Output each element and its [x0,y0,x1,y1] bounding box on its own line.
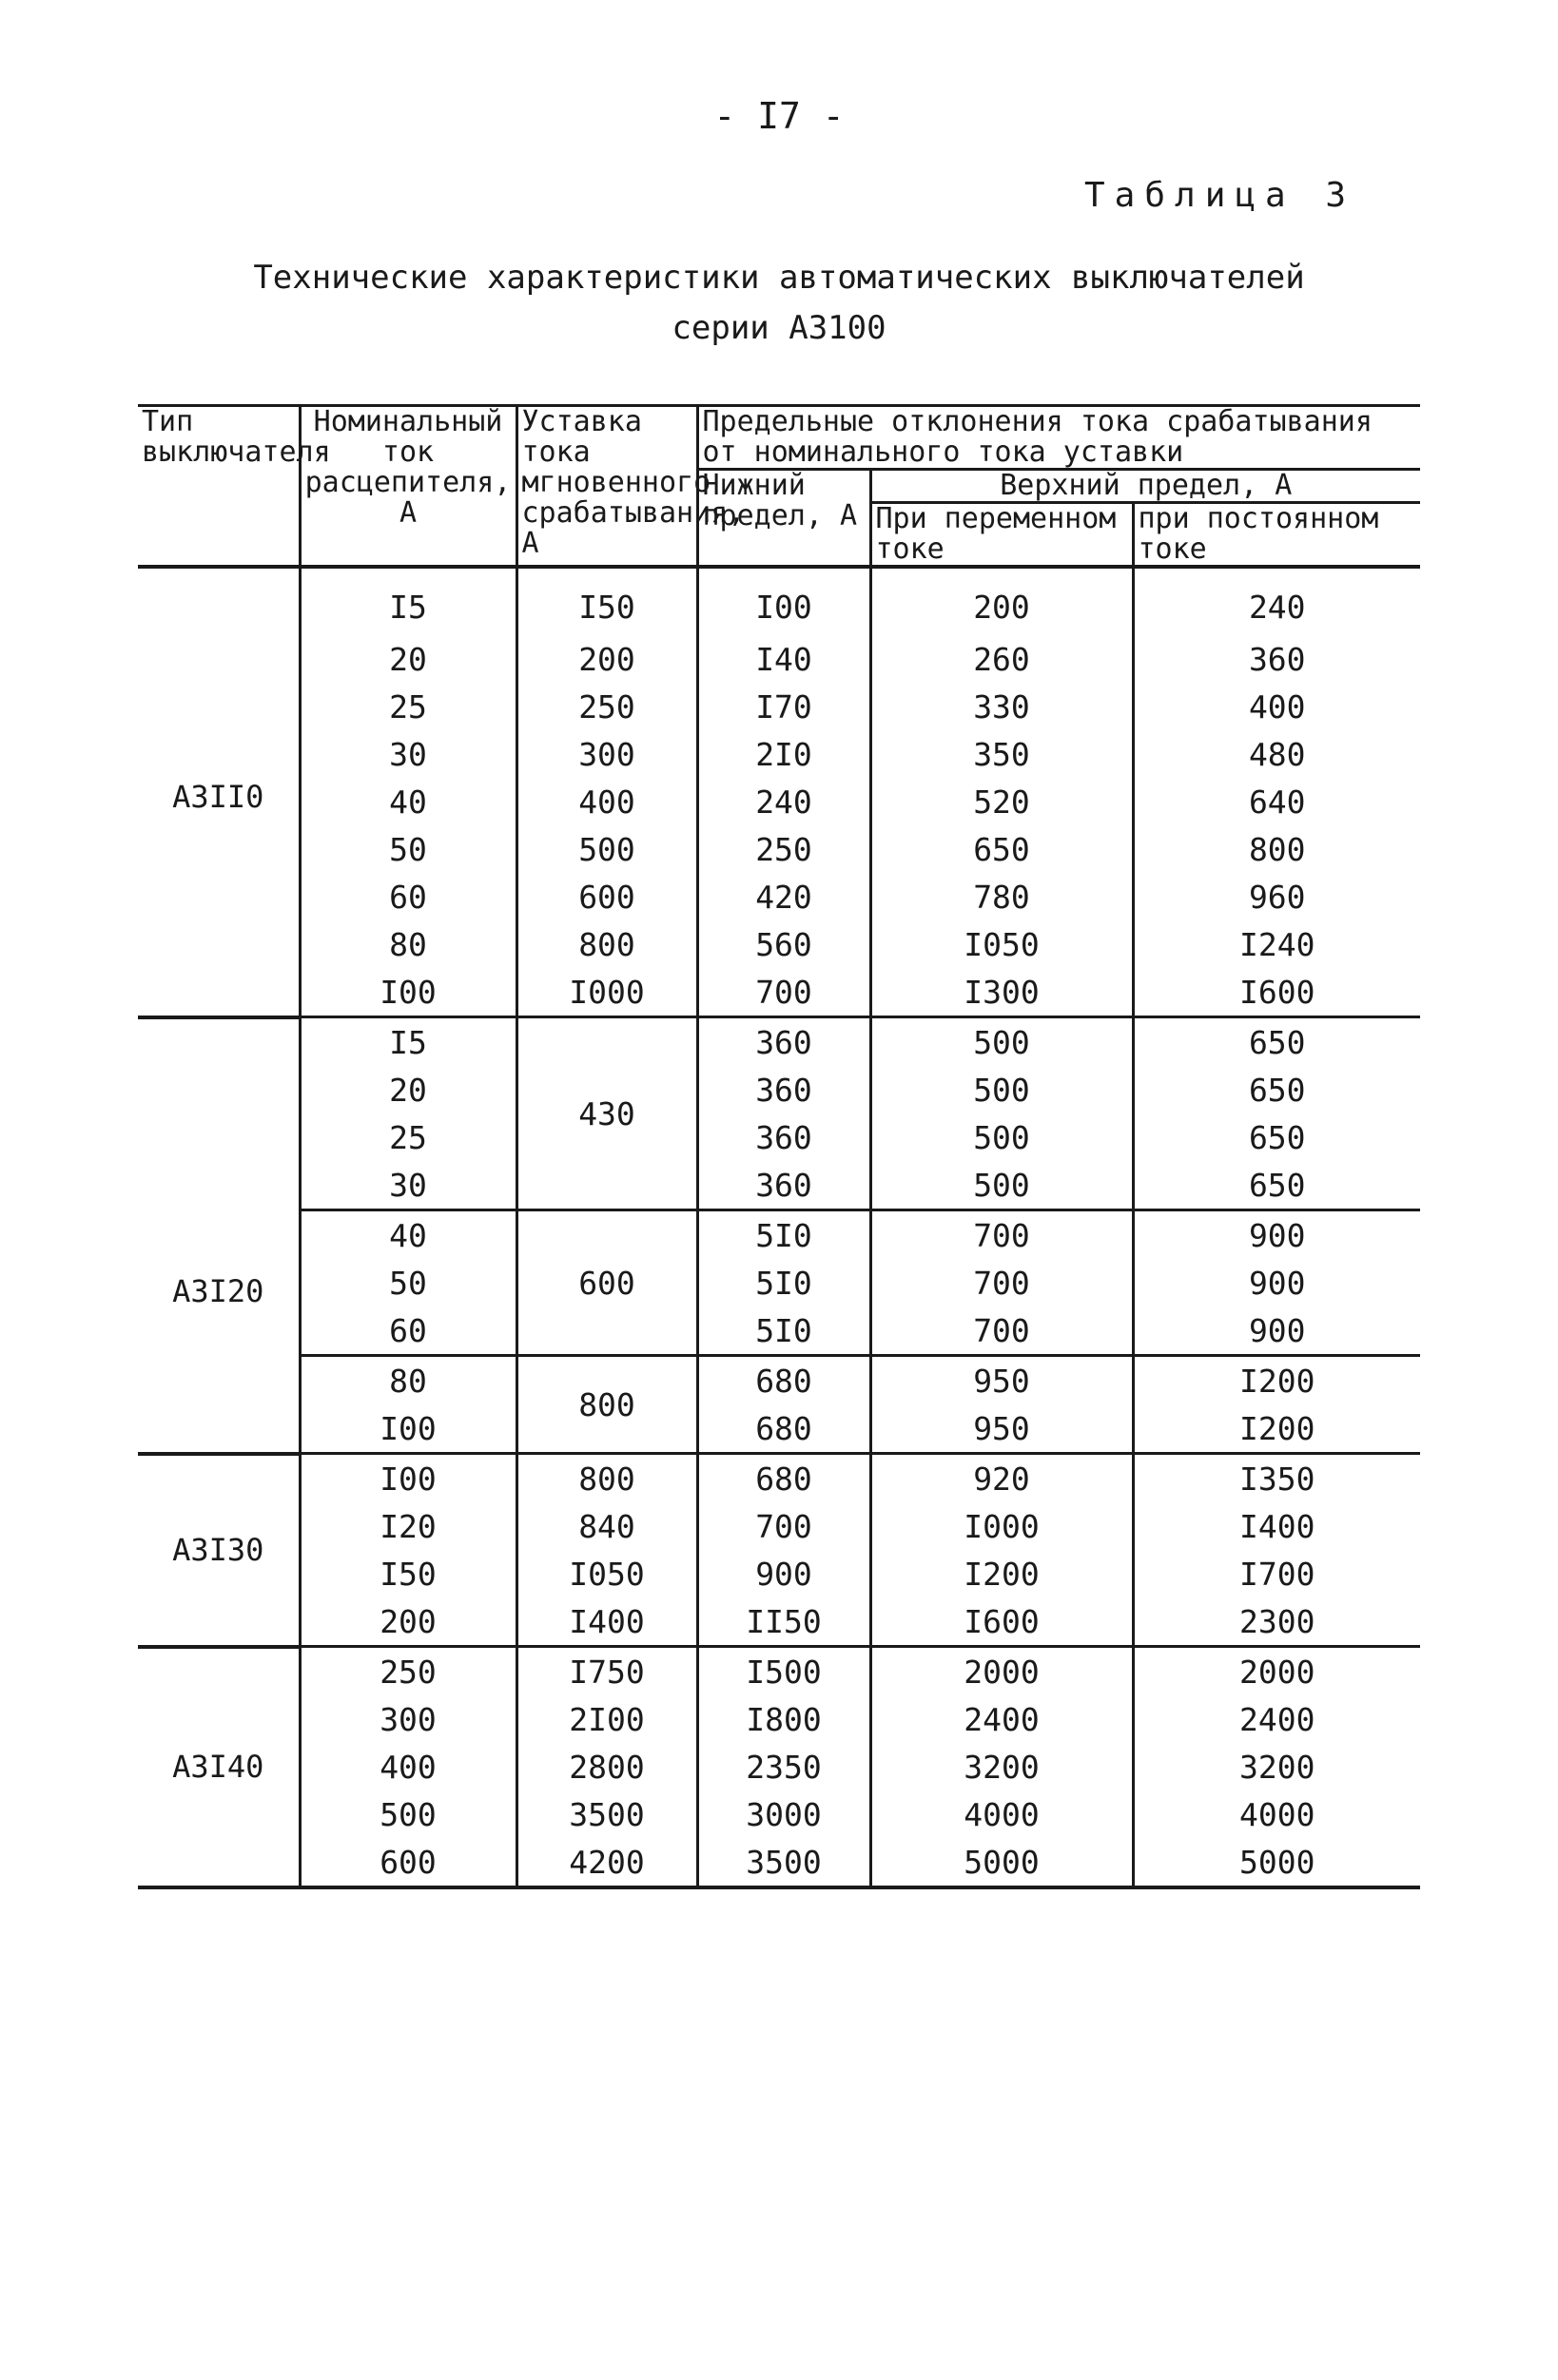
upper-ac-cell: 500 [870,1066,1133,1113]
upper-ac-cell: 3200 [870,1743,1133,1790]
lower-limit-cell: 360 [697,1017,870,1067]
breaker-type-cell: А3I30 [138,1454,300,1647]
table-row [138,683,1420,730]
instant-setting-cell: 250 [516,683,697,730]
header-instant-setting: Уставка тока мгновенного срабатывания, А [516,406,697,568]
upper-dc-cell: 650 [1133,1066,1420,1113]
table-row [138,920,1420,968]
table-row [138,1259,1420,1306]
header-deviation: Предельные отклонения тока срабатывания от номинального тока уставки [697,406,1420,470]
upper-ac-cell: 2400 [870,1695,1133,1743]
table-row [138,730,1420,778]
upper-ac-cell: 950 [870,1404,1133,1454]
upper-ac-cell: 5000 [870,1838,1133,1887]
upper-ac-cell: 950 [870,1356,1133,1405]
table-row [138,567,1420,635]
table-row [138,1066,1420,1113]
lower-limit-cell: 700 [697,968,870,1017]
header-breaker-type: Тип выключателя [138,406,300,568]
lower-limit-cell: 3000 [697,1790,870,1838]
instant-setting-cell: 2800 [516,1743,697,1790]
nominal-current-cell: 60 [300,873,516,920]
nominal-current-cell: I00 [300,968,516,1017]
nominal-current-cell: 50 [300,825,516,873]
upper-ac-cell: 500 [870,1161,1133,1210]
upper-ac-cell: 260 [870,635,1133,683]
upper-ac-cell: I050 [870,920,1133,968]
upper-dc-cell: 480 [1133,730,1420,778]
lower-limit-cell: 2I0 [697,730,870,778]
lower-limit-cell: 360 [697,1161,870,1210]
nominal-current-cell: 40 [300,1210,516,1260]
header-upper-limit: Верхний предел, А [870,470,1420,503]
table-row [138,1743,1420,1790]
table-row [138,825,1420,873]
instant-setting-cell: 430 [516,1017,697,1210]
lower-limit-cell: 420 [697,873,870,920]
nominal-current-cell: 500 [300,1790,516,1838]
table-row [138,1790,1420,1838]
upper-dc-cell: 2400 [1133,1695,1420,1743]
instant-setting-cell: 800 [516,1454,697,1503]
table-row [138,1647,1420,1696]
header-nominal-current: Номинальный ток расцепителя, А [300,406,516,568]
upper-dc-cell: I350 [1133,1454,1420,1503]
upper-dc-cell: 640 [1133,778,1420,825]
nominal-current-cell: 20 [300,1066,516,1113]
instant-setting-cell: I750 [516,1647,697,1696]
upper-ac-cell: 330 [870,683,1133,730]
upper-dc-cell: 650 [1133,1113,1420,1161]
lower-limit-cell: 700 [697,1502,870,1550]
nominal-current-cell: 60 [300,1306,516,1356]
upper-dc-cell: I600 [1133,968,1420,1017]
upper-ac-cell: 500 [870,1113,1133,1161]
nominal-current-cell: 30 [300,1161,516,1210]
instant-setting-cell: I50 [516,567,697,635]
table-row [138,873,1420,920]
page-number: - I7 - [713,95,845,137]
upper-ac-cell: 350 [870,730,1133,778]
upper-ac-cell: I600 [870,1597,1133,1647]
nominal-current-cell: 40 [300,778,516,825]
upper-ac-cell: 920 [870,1454,1133,1503]
upper-ac-cell: 520 [870,778,1133,825]
upper-dc-cell: 900 [1133,1210,1420,1260]
nominal-current-cell: I20 [300,1502,516,1550]
lower-limit-cell: 5I0 [697,1259,870,1306]
lower-limit-cell: I70 [697,683,870,730]
table-header [138,406,1420,568]
table-row [138,1017,1420,1067]
upper-ac-cell: 700 [870,1259,1133,1306]
instant-setting-cell: 600 [516,1210,697,1356]
table-row [138,1161,1420,1210]
upper-ac-cell: 700 [870,1210,1133,1260]
upper-ac-cell: I000 [870,1502,1133,1550]
lower-limit-cell: 680 [697,1404,870,1454]
upper-dc-cell: I200 [1133,1356,1420,1405]
upper-dc-cell: 800 [1133,825,1420,873]
lower-limit-cell: II50 [697,1597,870,1647]
upper-dc-cell: 900 [1133,1259,1420,1306]
table-label: Таблица 3 [1084,176,1356,215]
lower-limit-cell: 2350 [697,1743,870,1790]
upper-dc-cell: I700 [1133,1550,1420,1597]
lower-limit-cell: 5I0 [697,1210,870,1260]
nominal-current-cell: 80 [300,1356,516,1405]
upper-ac-cell: 780 [870,873,1133,920]
breaker-type-cell: А3I20 [138,1017,300,1454]
upper-ac-cell: 200 [870,567,1133,635]
header-lower-limit: Нижний предел, А [697,470,870,568]
nominal-current-cell: 400 [300,1743,516,1790]
instant-setting-cell: 200 [516,635,697,683]
lower-limit-cell: I500 [697,1647,870,1696]
upper-dc-cell: I400 [1133,1502,1420,1550]
upper-ac-cell: 700 [870,1306,1133,1356]
table-row [138,1597,1420,1647]
table-caption: Технические характеристики автоматических выключателей [253,259,1305,297]
nominal-current-cell: 20 [300,635,516,683]
upper-dc-cell: 650 [1133,1017,1420,1067]
lower-limit-cell: 900 [697,1550,870,1597]
upper-ac-cell: 500 [870,1017,1133,1067]
nominal-current-cell: 50 [300,1259,516,1306]
instant-setting-cell: 500 [516,825,697,873]
lower-limit-cell: I40 [697,635,870,683]
table-row [138,1356,1420,1405]
instant-setting-cell: 800 [516,920,697,968]
upper-dc-cell: 240 [1133,567,1420,635]
instant-setting-cell: 300 [516,730,697,778]
table-row [138,635,1420,683]
table-row [138,778,1420,825]
upper-dc-cell: 960 [1133,873,1420,920]
nominal-current-cell: I5 [300,567,516,635]
table-caption-series: серии А3100 [672,309,886,347]
nominal-current-cell: 600 [300,1838,516,1887]
table-row [138,1113,1420,1161]
instant-setting-cell: I050 [516,1550,697,1597]
table-row [138,1550,1420,1597]
lower-limit-cell: 360 [697,1066,870,1113]
nominal-current-cell: I50 [300,1550,516,1597]
table-row [138,1502,1420,1550]
nominal-current-cell: 25 [300,1113,516,1161]
nominal-current-cell: I00 [300,1454,516,1503]
upper-dc-cell: 2300 [1133,1597,1420,1647]
nominal-current-cell: 25 [300,683,516,730]
lower-limit-cell: 5I0 [697,1306,870,1356]
nominal-current-cell: 300 [300,1695,516,1743]
lower-limit-cell: 560 [697,920,870,968]
instant-setting-cell: 3500 [516,1790,697,1838]
upper-dc-cell: 5000 [1133,1838,1420,1887]
upper-ac-cell: I200 [870,1550,1133,1597]
nominal-current-cell: I5 [300,1017,516,1067]
instant-setting-cell: 400 [516,778,697,825]
table-row [138,1695,1420,1743]
lower-limit-cell: I800 [697,1695,870,1743]
lower-limit-cell: 360 [697,1113,870,1161]
instant-setting-cell: I000 [516,968,697,1017]
upper-dc-cell: 400 [1133,683,1420,730]
lower-limit-cell: 250 [697,825,870,873]
upper-ac-cell: 4000 [870,1790,1133,1838]
header-upper-ac: При переменном токе [870,503,1133,568]
instant-setting-cell: 2I00 [516,1695,697,1743]
upper-dc-cell: 900 [1133,1306,1420,1356]
lower-limit-cell: 680 [697,1356,870,1405]
upper-dc-cell: I240 [1133,920,1420,968]
table-row [138,1404,1420,1454]
nominal-current-cell: 250 [300,1647,516,1696]
breaker-type-cell: А3II0 [138,567,300,1017]
breaker-type-cell: А3I40 [138,1647,300,1888]
table-row [138,1210,1420,1260]
instant-setting-cell: 800 [516,1356,697,1454]
upper-dc-cell: 360 [1133,635,1420,683]
table-row [138,1838,1420,1887]
specifications-table [138,404,1420,1889]
upper-dc-cell: 3200 [1133,1743,1420,1790]
table-row [138,1454,1420,1503]
instant-setting-cell: 600 [516,873,697,920]
upper-ac-cell: 2000 [870,1647,1133,1696]
instant-setting-cell: 840 [516,1502,697,1550]
header-upper-dc: при постоянном токе [1133,503,1420,568]
lower-limit-cell: 3500 [697,1838,870,1887]
upper-dc-cell: 650 [1133,1161,1420,1210]
upper-dc-cell: 4000 [1133,1790,1420,1838]
upper-ac-cell: I300 [870,968,1133,1017]
instant-setting-cell: 4200 [516,1838,697,1887]
nominal-current-cell: 80 [300,920,516,968]
lower-limit-cell: 680 [697,1454,870,1503]
nominal-current-cell: 200 [300,1597,516,1647]
table-row [138,968,1420,1017]
nominal-current-cell: I00 [300,1404,516,1454]
upper-ac-cell: 650 [870,825,1133,873]
table-row [138,1306,1420,1356]
upper-dc-cell: I200 [1133,1404,1420,1454]
upper-dc-cell: 2000 [1133,1647,1420,1696]
lower-limit-cell: 240 [697,778,870,825]
nominal-current-cell: 30 [300,730,516,778]
table-body [138,567,1420,1887]
lower-limit-cell: I00 [697,567,870,635]
instant-setting-cell: I400 [516,1597,697,1647]
